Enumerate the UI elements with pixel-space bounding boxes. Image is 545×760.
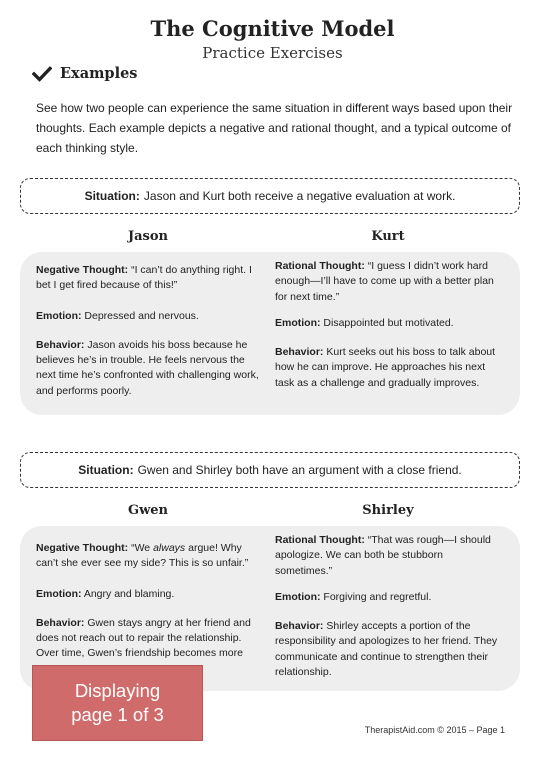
emotion-label: Emotion: (36, 587, 82, 600)
person-name-jason: Jason (127, 229, 168, 244)
behavior-text: Jason avoids his boss because he believes he’s in trouble. He feels nervous the next time he’s confronted with challenging work, and performs poorly. (36, 338, 259, 397)
thought-text: “I guess I didn’t work hard enough—I’ll have to come up with a better plan for next time.” (275, 260, 494, 303)
thought-pre: “We (131, 542, 154, 554)
person-name-kurt: Kurt (371, 229, 405, 244)
thought-label: Negative Thought: (36, 542, 129, 554)
thought-emphasis: always (153, 542, 186, 554)
emotion-label: Emotion: (275, 590, 321, 603)
examples-heading-label: Examples (60, 65, 138, 82)
behavior-text: Shirley accepts a portion of the responsibility and apologizes to her friend. They communicate and continue to strengthen their relationship. (275, 620, 498, 679)
situation-text: Gwen and Shirley both have an argument with a close friend. (137, 463, 462, 477)
situation-text: Jason and Kurt both receive a negative evaluation at work. (143, 189, 456, 203)
emotion-label: Emotion: (275, 316, 321, 329)
thought-text: “That was rough—I should apologize. We can both be stubborn sometimes.” (275, 534, 491, 577)
situation-label: Situation: (78, 463, 134, 477)
situation-label: Situation: (84, 189, 140, 203)
page-indicator-line1: Displaying (74, 680, 161, 701)
behavior-text: Kurt seeks out his boss to talk about how he can improve. He approaches his next task as a challenge and gradually improves. (275, 346, 496, 389)
examples-heading (32, 65, 137, 82)
page-indicator-line2: page 1 of 3 (71, 704, 164, 725)
behavior-text: Gwen stays angry at her friend and does not reach out to repair the relationship. Over time, Gwen’s friendship becomes more (36, 616, 251, 660)
rational-column (275, 533, 503, 691)
thought-label: Negative Thought: (36, 264, 129, 276)
emotion-text: Disappointed but motivated. (323, 316, 454, 329)
emotion-text: Forgiving and regretful. (323, 590, 432, 603)
emotion-text: Angry and blaming. (83, 587, 175, 600)
checkmark-icon (32, 66, 52, 82)
behavior-label: Behavior: (36, 338, 85, 351)
page-indicator-overlay (32, 665, 203, 741)
situation-box-2 (20, 452, 520, 488)
thought-label: Rational Thought: (275, 260, 365, 272)
intro-paragraph: See how two people can experience the same situation in different ways based upon their thoughts. Each example depicts a negative and rational thought, and a typical outcome of each thinking style. (36, 101, 513, 155)
page-title: The Cognitive Model (150, 16, 395, 41)
thought-label: Rational Thought: (275, 534, 365, 546)
emotion-text: Depressed and nervous. (84, 309, 199, 322)
negative-column (36, 541, 261, 673)
example-panel-1 (20, 252, 520, 415)
behavior-label: Behavior: (36, 616, 85, 629)
thought-post: argue! Why can’t she ever see my side? This is so unfair.” (36, 542, 249, 570)
page-subtitle: Practice Exercises (202, 44, 343, 62)
behavior-label: Behavior: (275, 620, 324, 633)
situation-box-1 (20, 178, 520, 214)
negative-column (36, 263, 261, 410)
person-name-shirley: Shirley (362, 503, 414, 518)
thought-text: “I can’t do anything right. I bet I get fired because of this!” (36, 264, 252, 292)
rational-column (275, 259, 503, 402)
emotion-label: Emotion: (36, 309, 82, 322)
page-footer: TherapistAid.com © 2015 – Page 1 (364, 725, 505, 735)
behavior-label: Behavior: (275, 346, 324, 359)
person-name-gwen: Gwen (127, 503, 168, 518)
